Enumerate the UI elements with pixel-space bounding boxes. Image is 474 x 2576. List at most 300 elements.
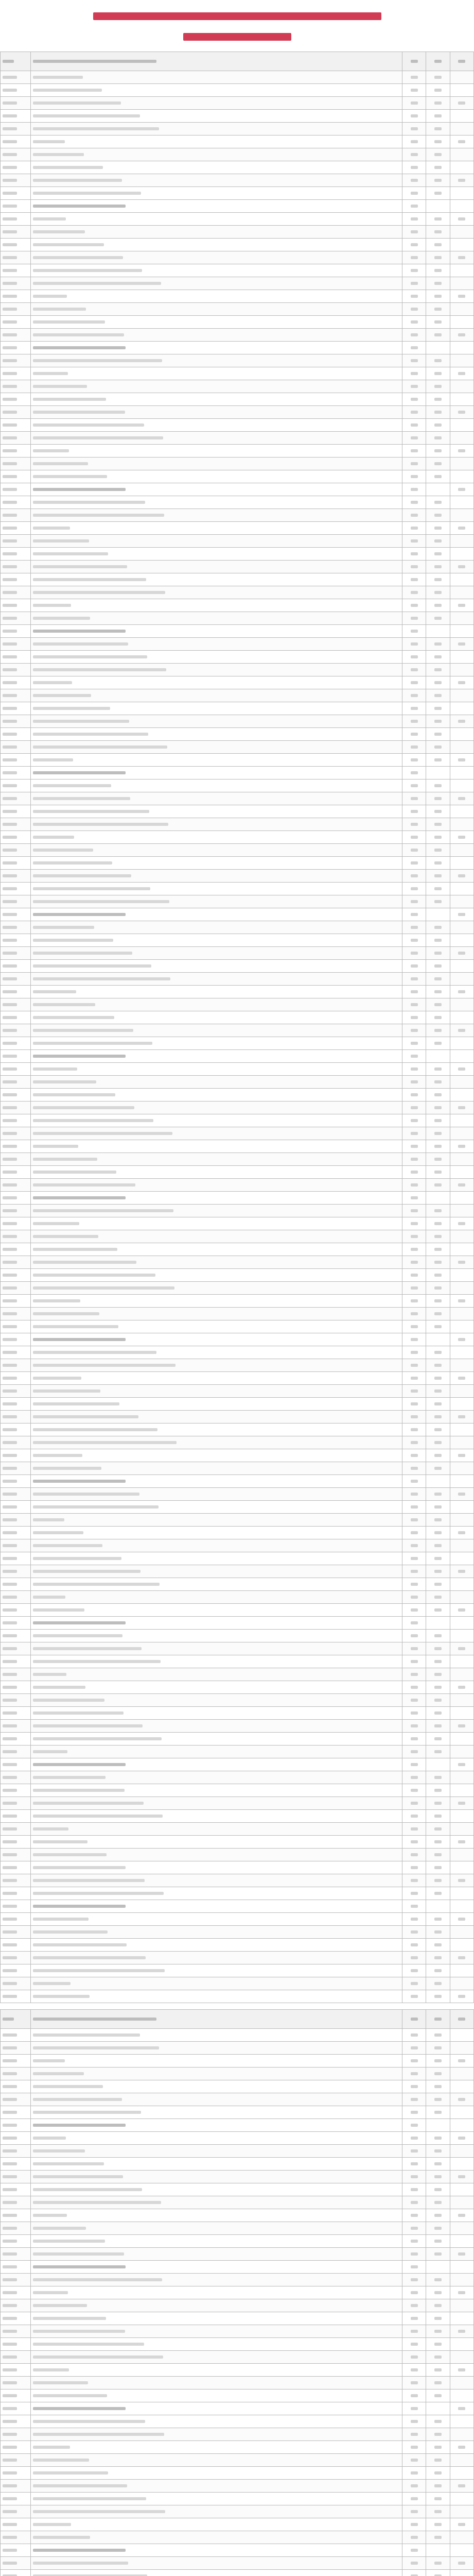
row-value	[426, 857, 450, 870]
row-code	[1, 1011, 31, 1024]
row-value	[426, 316, 450, 329]
row-code	[1, 2119, 31, 2132]
row-value	[402, 135, 426, 148]
row-name	[30, 2505, 402, 2518]
table-row	[1, 135, 474, 148]
row-value	[426, 1050, 450, 1063]
row-name	[30, 664, 402, 676]
row-name	[30, 1514, 402, 1527]
row-value	[450, 2544, 473, 2557]
row-value	[402, 509, 426, 522]
row-value	[402, 1024, 426, 1037]
row-code	[1, 2557, 31, 2570]
table-row	[1, 1887, 474, 1900]
table-row	[1, 960, 474, 973]
row-name	[30, 2338, 402, 2351]
row-value	[426, 1501, 450, 1514]
row-name	[30, 548, 402, 561]
row-value	[450, 2402, 473, 2415]
row-value	[402, 2132, 426, 2145]
row-value	[450, 1578, 473, 1591]
row-code	[1, 2235, 31, 2248]
row-value	[450, 1681, 473, 1694]
row-code	[1, 432, 31, 445]
row-name	[30, 1861, 402, 1874]
row-value	[450, 586, 473, 599]
row-value	[426, 148, 450, 161]
table-row	[1, 883, 474, 895]
table-row	[1, 818, 474, 831]
row-name	[30, 689, 402, 702]
table-row	[1, 1011, 474, 1024]
row-value	[426, 767, 450, 779]
row-value	[402, 1977, 426, 1990]
row-code	[1, 2518, 31, 2531]
row-code	[1, 2222, 31, 2235]
row-value	[450, 1784, 473, 1797]
group-row	[1, 1900, 474, 1913]
row-value	[426, 561, 450, 573]
row-value	[450, 2518, 473, 2531]
row-value	[450, 419, 473, 432]
row-value	[402, 1501, 426, 1514]
row-name	[30, 2531, 402, 2544]
row-code	[1, 1282, 31, 1295]
row-value	[426, 1552, 450, 1565]
row-value	[426, 1810, 450, 1823]
table-row	[1, 651, 474, 664]
row-value	[402, 1127, 426, 1140]
row-name	[30, 522, 402, 535]
row-value	[402, 1488, 426, 1501]
row-value	[426, 2325, 450, 2338]
row-value	[402, 1166, 426, 1179]
table-row	[1, 2171, 474, 2183]
row-code	[1, 2454, 31, 2467]
row-value	[426, 367, 450, 380]
table-row	[1, 1501, 474, 1514]
row-value	[402, 496, 426, 509]
row-code	[1, 2248, 31, 2261]
row-value	[450, 1179, 473, 1192]
row-value	[450, 1771, 473, 1784]
row-value	[426, 239, 450, 251]
row-value	[402, 1630, 426, 1642]
row-value	[426, 2029, 450, 2042]
row-name	[30, 2145, 402, 2158]
row-value	[402, 2377, 426, 2389]
row-code	[1, 1926, 31, 1939]
row-name	[30, 1720, 402, 1733]
table-row	[1, 110, 474, 123]
row-value	[426, 2222, 450, 2235]
row-value	[426, 1745, 450, 1758]
row-value	[426, 2209, 450, 2222]
row-code	[1, 1694, 31, 1707]
table-row	[1, 1964, 474, 1977]
row-value	[426, 2402, 450, 2415]
row-name	[30, 264, 402, 277]
row-value	[450, 1501, 473, 1514]
row-value	[426, 895, 450, 908]
row-code	[1, 599, 31, 612]
row-value	[426, 2196, 450, 2209]
row-value	[426, 2441, 450, 2454]
row-name	[30, 1295, 402, 1308]
table-row	[1, 123, 474, 135]
row-value	[426, 1076, 450, 1089]
row-value	[450, 1166, 473, 1179]
row-value	[450, 1372, 473, 1385]
row-value	[426, 1900, 450, 1913]
row-value	[402, 2119, 426, 2132]
row-value	[426, 522, 450, 535]
table-row	[1, 973, 474, 986]
table-row	[1, 2286, 474, 2299]
table-row	[1, 1655, 474, 1668]
row-code	[1, 2493, 31, 2505]
row-value	[426, 1063, 450, 1076]
row-name	[30, 84, 402, 97]
row-value	[402, 779, 426, 792]
row-name	[30, 187, 402, 200]
row-code	[1, 651, 31, 664]
row-value	[450, 2570, 473, 2576]
row-value	[450, 213, 473, 226]
row-code	[1, 2055, 31, 2067]
row-value	[426, 2480, 450, 2493]
row-name	[30, 354, 402, 367]
row-value	[426, 97, 450, 110]
group-row	[1, 342, 474, 354]
header-cell	[450, 52, 473, 71]
row-name	[30, 2235, 402, 2248]
header-cell	[450, 2010, 473, 2029]
table-row	[1, 1745, 474, 1758]
row-value	[450, 277, 473, 290]
row-value	[450, 445, 473, 457]
table-row	[1, 1539, 474, 1552]
row-value	[426, 651, 450, 664]
row-value	[402, 986, 426, 998]
row-name	[30, 1192, 402, 1205]
table-row	[1, 406, 474, 419]
row-value	[402, 2106, 426, 2119]
table-row	[1, 1089, 474, 1101]
table-row	[1, 986, 474, 998]
row-value	[402, 857, 426, 870]
row-name	[30, 779, 402, 792]
row-value	[426, 1423, 450, 1436]
row-value	[402, 161, 426, 174]
row-code	[1, 1423, 31, 1436]
table-row	[1, 676, 474, 689]
row-name	[30, 457, 402, 470]
row-value	[426, 973, 450, 986]
row-value	[426, 998, 450, 1011]
row-code	[1, 2428, 31, 2441]
row-value	[426, 342, 450, 354]
row-name	[30, 1655, 402, 1668]
table-row	[1, 277, 474, 290]
row-value	[450, 2351, 473, 2364]
row-value	[426, 792, 450, 805]
row-value	[426, 844, 450, 857]
row-value	[450, 2080, 473, 2093]
row-value	[426, 754, 450, 767]
row-name	[30, 2080, 402, 2093]
row-value	[426, 1861, 450, 1874]
row-code	[1, 470, 31, 483]
row-value	[450, 1990, 473, 2003]
row-code	[1, 1037, 31, 1050]
row-value	[450, 1127, 473, 1140]
row-value	[402, 1114, 426, 1127]
row-value	[426, 1952, 450, 1964]
row-value	[402, 470, 426, 483]
row-name	[30, 1952, 402, 1964]
row-name	[30, 277, 402, 290]
row-code	[1, 1166, 31, 1179]
row-value	[450, 2132, 473, 2145]
table-row	[1, 522, 474, 535]
table-row	[1, 2145, 474, 2158]
row-value	[402, 1089, 426, 1101]
row-code	[1, 2183, 31, 2196]
row-value	[402, 1591, 426, 1604]
row-value	[426, 831, 450, 844]
row-value	[402, 1604, 426, 1617]
row-value	[402, 2209, 426, 2222]
row-value	[426, 1939, 450, 1952]
row-value	[450, 2299, 473, 2312]
row-value	[402, 883, 426, 895]
row-value	[426, 2544, 450, 2557]
row-value	[426, 2505, 450, 2518]
row-value	[402, 895, 426, 908]
row-name	[30, 419, 402, 432]
table-row	[1, 2467, 474, 2480]
row-code	[1, 1874, 31, 1887]
row-code	[1, 870, 31, 883]
row-code	[1, 71, 31, 84]
row-value	[426, 715, 450, 728]
row-name	[30, 1011, 402, 1024]
header-cell	[1, 52, 31, 71]
row-value	[426, 1153, 450, 1166]
row-code	[1, 1913, 31, 1926]
row-code	[1, 1591, 31, 1604]
table-row	[1, 1642, 474, 1655]
row-value	[426, 2467, 450, 2480]
row-value	[426, 741, 450, 754]
row-value	[402, 676, 426, 689]
row-name	[30, 883, 402, 895]
row-code	[1, 1179, 31, 1192]
row-code	[1, 2480, 31, 2493]
table-row	[1, 303, 474, 316]
row-code	[1, 2299, 31, 2312]
table-row	[1, 2570, 474, 2576]
table-row	[1, 264, 474, 277]
row-value	[426, 2299, 450, 2312]
row-value	[402, 1153, 426, 1166]
table-row	[1, 226, 474, 239]
table-row	[1, 1230, 474, 1243]
row-name	[30, 1552, 402, 1565]
row-value	[426, 2454, 450, 2467]
row-name	[30, 1887, 402, 1900]
table-row	[1, 844, 474, 857]
row-value	[402, 2570, 426, 2576]
row-value	[450, 483, 473, 496]
row-value	[426, 1127, 450, 1140]
table-row	[1, 290, 474, 303]
row-value	[426, 1771, 450, 1784]
row-value	[402, 432, 426, 445]
row-value	[426, 1720, 450, 1733]
table-row	[1, 2274, 474, 2286]
table-row	[1, 2351, 474, 2364]
row-name	[30, 535, 402, 548]
row-name	[30, 367, 402, 380]
row-value	[426, 689, 450, 702]
title-line-1	[0, 7, 474, 25]
row-value	[402, 1617, 426, 1630]
row-name	[30, 1642, 402, 1655]
table-row	[1, 1179, 474, 1192]
row-value	[450, 1900, 473, 1913]
row-value	[450, 367, 473, 380]
row-name	[30, 1050, 402, 1063]
row-code	[1, 883, 31, 895]
table-row	[1, 419, 474, 432]
row-value	[450, 2325, 473, 2338]
row-code	[1, 406, 31, 419]
row-code	[1, 986, 31, 998]
row-value	[402, 1539, 426, 1552]
table-row	[1, 2389, 474, 2402]
header-cell	[402, 2010, 426, 2029]
row-value	[426, 1565, 450, 1578]
title-line-2	[0, 28, 474, 45]
row-code	[1, 2351, 31, 2364]
row-code	[1, 831, 31, 844]
row-value	[426, 870, 450, 883]
row-code	[1, 1617, 31, 1630]
row-code	[1, 1269, 31, 1282]
row-value	[402, 1771, 426, 1784]
table-row	[1, 174, 474, 187]
row-value	[402, 1642, 426, 1655]
row-value	[450, 1655, 473, 1668]
row-name	[30, 2467, 402, 2480]
row-name	[30, 1436, 402, 1449]
row-value	[402, 1256, 426, 1269]
row-name	[30, 2222, 402, 2235]
row-value	[450, 2158, 473, 2171]
row-name	[30, 1449, 402, 1462]
row-name	[30, 1282, 402, 1295]
row-value	[402, 1333, 426, 1346]
row-name	[30, 1913, 402, 1926]
row-value	[402, 2029, 426, 2042]
row-value	[402, 754, 426, 767]
table-row	[1, 1127, 474, 1140]
row-value	[426, 277, 450, 290]
table-row	[1, 1810, 474, 1823]
row-value	[402, 2299, 426, 2312]
row-value	[402, 947, 426, 960]
row-name	[30, 818, 402, 831]
row-value	[450, 715, 473, 728]
row-code	[1, 1140, 31, 1153]
row-value	[426, 1849, 450, 1861]
row-value	[450, 908, 473, 921]
row-name	[30, 329, 402, 342]
row-value	[450, 1462, 473, 1475]
row-value	[402, 1694, 426, 1707]
row-value	[426, 599, 450, 612]
row-name	[30, 71, 402, 84]
row-value	[402, 1887, 426, 1900]
table-row	[1, 1114, 474, 1127]
row-code	[1, 792, 31, 805]
row-name	[30, 1205, 402, 1217]
group-row	[1, 2402, 474, 2415]
row-code	[1, 1063, 31, 1076]
row-name	[30, 561, 402, 573]
row-value	[426, 1114, 450, 1127]
row-value	[426, 354, 450, 367]
row-name	[30, 767, 402, 779]
row-name	[30, 1771, 402, 1784]
row-name	[30, 2544, 402, 2557]
table-row	[1, 97, 474, 110]
row-value	[402, 1913, 426, 1926]
row-name	[30, 483, 402, 496]
row-value	[426, 2261, 450, 2274]
row-value	[426, 1320, 450, 1333]
row-name	[30, 2067, 402, 2080]
row-code	[1, 239, 31, 251]
row-value	[402, 998, 426, 1011]
table-row	[1, 1398, 474, 1411]
table-row	[1, 1771, 474, 1784]
row-value	[426, 2389, 450, 2402]
row-code	[1, 1320, 31, 1333]
row-value	[402, 1308, 426, 1320]
row-value	[426, 664, 450, 676]
row-value	[450, 1063, 473, 1076]
row-value	[426, 1655, 450, 1668]
table-row	[1, 2183, 474, 2196]
row-code	[1, 1733, 31, 1745]
row-code	[1, 148, 31, 161]
row-value	[450, 509, 473, 522]
row-value	[402, 1926, 426, 1939]
table-row	[1, 84, 474, 97]
row-value	[426, 1823, 450, 1836]
row-value	[426, 1630, 450, 1642]
row-value	[450, 792, 473, 805]
row-code	[1, 2145, 31, 2158]
row-value	[402, 1964, 426, 1977]
row-value	[426, 1243, 450, 1256]
row-value	[402, 870, 426, 883]
row-value	[450, 805, 473, 818]
row-value	[402, 715, 426, 728]
